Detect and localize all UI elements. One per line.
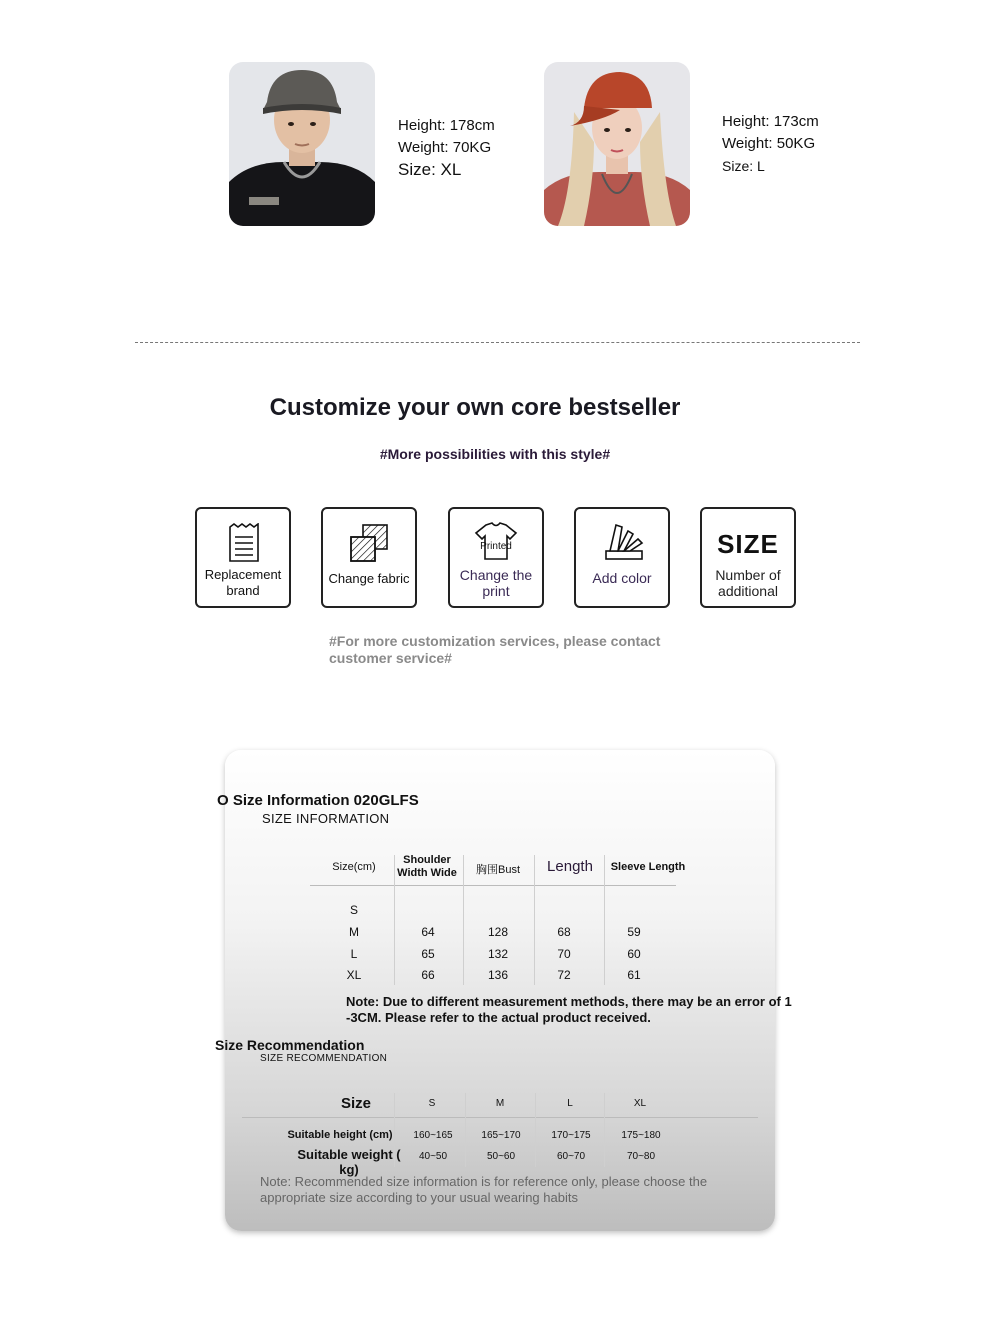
- cell: L: [350, 947, 358, 961]
- card-additional-size[interactable]: [700, 507, 796, 608]
- cell: XL: [346, 968, 362, 982]
- size-rec-title: Size Recommendation: [215, 1037, 365, 1053]
- female-model-photo: [544, 62, 690, 226]
- card-change-fabric[interactable]: [321, 507, 417, 608]
- cell: 68: [557, 925, 571, 939]
- cell: 66: [421, 968, 435, 982]
- cell: S: [349, 903, 358, 917]
- card-label: Replacement brand: [204, 567, 282, 598]
- card-label: Number of additional: [715, 567, 781, 599]
- header-shoulder: Shoulder Width Wide: [397, 854, 457, 879]
- size-info-subtitle: SIZE INFORMATION: [262, 811, 390, 826]
- male-weight: Weight: 70KG: [398, 139, 492, 156]
- card-add-color[interactable]: [574, 507, 670, 608]
- card-label: Add color: [592, 570, 652, 586]
- male-height: Height: 178cm: [398, 117, 495, 134]
- male-model-info: [398, 115, 495, 181]
- rec-header-m: M: [495, 1098, 505, 1109]
- cell: 60~70: [556, 1151, 586, 1162]
- col-divider: [534, 855, 535, 985]
- card-replacement-brand[interactable]: [195, 507, 291, 608]
- cell: 72: [557, 968, 571, 982]
- female-height: Height: 173cm: [722, 113, 819, 130]
- cell: 165~170: [481, 1130, 521, 1141]
- rec-header-size: Size: [340, 1095, 371, 1112]
- cell: 65: [421, 947, 435, 961]
- male-model-photo: [229, 62, 375, 226]
- size-icon-text: SIZE: [717, 529, 779, 559]
- cell: M: [349, 925, 359, 939]
- customize-subtitle: #More possibilities with this style#: [379, 446, 611, 462]
- card-label: Change fabric: [328, 571, 410, 586]
- header-size: Size(cm): [332, 861, 376, 873]
- header-length: Length: [547, 858, 593, 875]
- cell: 175~180: [621, 1130, 661, 1141]
- weight-label: Suitable weight ( kg): [297, 1147, 401, 1177]
- tshirt-print-icon: [450, 521, 542, 563]
- cell: 170~175: [551, 1130, 591, 1141]
- cell: 128: [487, 925, 509, 939]
- contact-note: #For more customization services, please contact customer service#: [329, 633, 661, 666]
- tag-label-icon: [197, 523, 289, 563]
- col-divider: [463, 855, 464, 985]
- size-info-title: O Size Information 020GLFS: [217, 792, 419, 809]
- female-size: Size: L: [722, 158, 765, 174]
- color-swatch-fan-icon: [576, 521, 668, 563]
- rec-header-l: L: [567, 1098, 573, 1109]
- card-label: Change the print: [459, 567, 533, 599]
- printed-text: Printed: [480, 541, 512, 552]
- cell: 136: [487, 968, 509, 982]
- rec-header-s: S: [428, 1098, 436, 1109]
- table-header-rule: [310, 885, 676, 886]
- female-weight: Weight: 50KG: [722, 135, 816, 152]
- col-divider: [535, 1093, 536, 1167]
- cell: 70: [557, 947, 571, 961]
- customize-title: Customize your own core bestseller: [269, 394, 681, 421]
- size-info-note: Note: Due to different measurement methods, there may be an error of 1 -3CM. Please refer to the actual product received.: [346, 994, 792, 1025]
- cell: 61: [627, 968, 641, 982]
- dashed-divider: [135, 342, 860, 343]
- size-rec-note: Note: Recommended size information is for reference only, please choose the appropriate size according to your usual wearing habits: [260, 1174, 708, 1205]
- cell: 50~60: [486, 1151, 516, 1162]
- height-label: Suitable height (cm): [287, 1129, 393, 1141]
- fabric-swatch-icon: [323, 523, 415, 563]
- col-divider: [604, 855, 605, 985]
- header-bust: 胸围Bust: [475, 864, 520, 876]
- cell: 40~50: [418, 1151, 448, 1162]
- male-size: Size: XL: [398, 160, 462, 179]
- cell: 160~165: [413, 1130, 453, 1141]
- cell: 60: [627, 947, 641, 961]
- rec-header-xl: XL: [633, 1098, 647, 1109]
- cell: 64: [421, 925, 435, 939]
- cell: 59: [627, 925, 641, 939]
- cell: 132: [487, 947, 509, 961]
- card-change-print[interactable]: [448, 507, 544, 608]
- rec-header-rule: [242, 1117, 758, 1118]
- col-divider: [394, 855, 395, 985]
- size-rec-subtitle: SIZE RECOMMENDATION: [260, 1053, 388, 1064]
- female-model-info: [722, 111, 819, 177]
- cell: 70~80: [626, 1151, 656, 1162]
- header-sleeve: Sleeve Length: [610, 861, 686, 873]
